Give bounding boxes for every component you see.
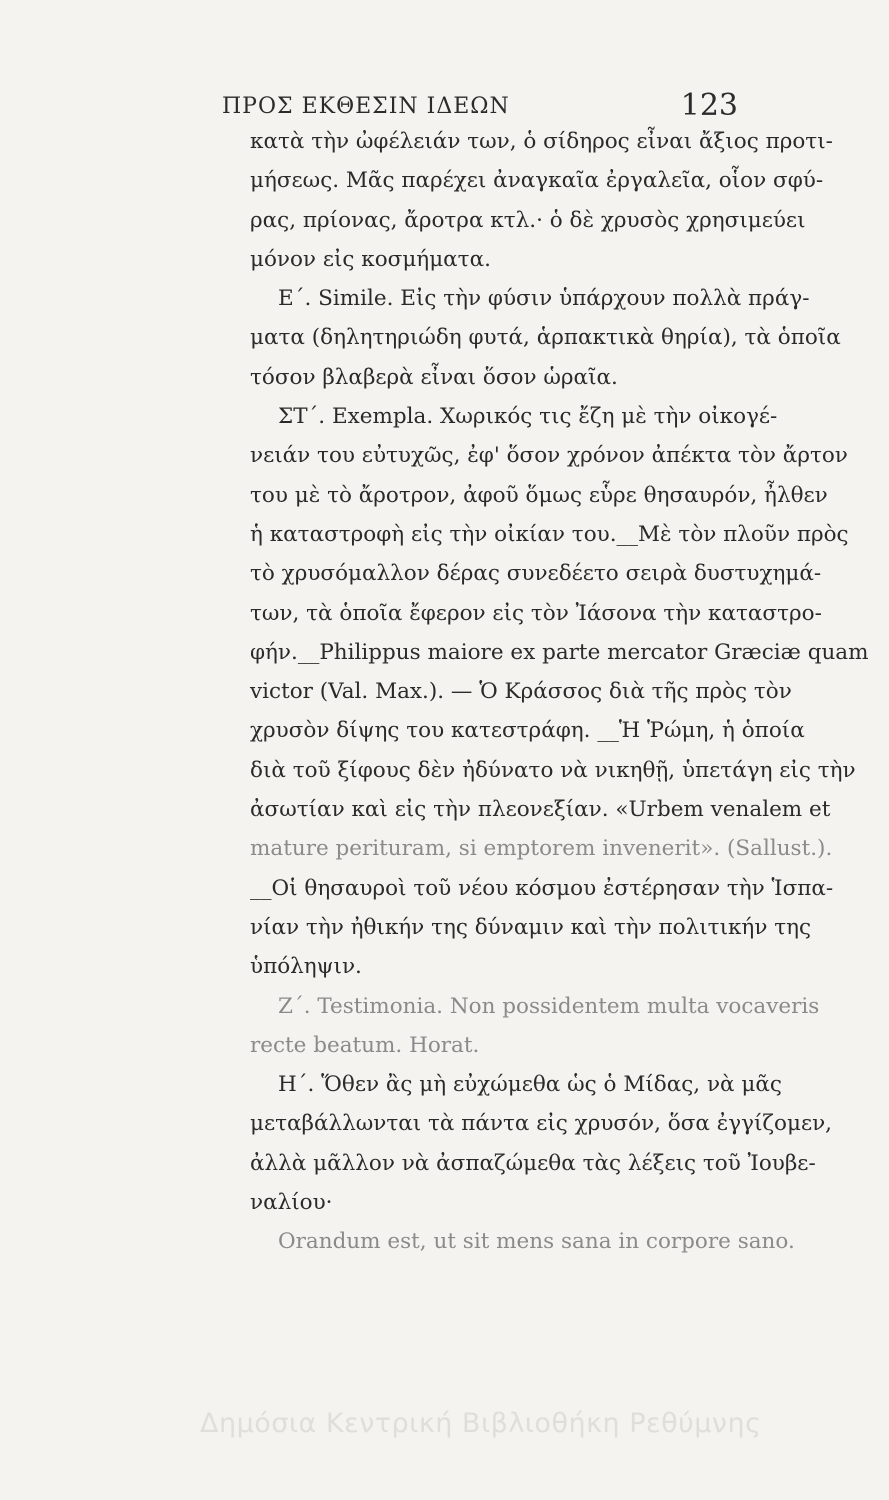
text-line: ὑπόληψιν. <box>250 954 362 980</box>
header-title: ΠΡΟΣ ΕΚΘΕΣΙΝ ΙΔΕΩΝ <box>222 94 510 119</box>
text-line: Orandum est, ut sit mens sana in corpore sano. <box>278 1229 795 1255</box>
text-line: __Οἱ θησαυροὶ τοῦ νέου κόσμου ἐστέρησαν τὴν Ἱσπα- <box>250 875 834 901</box>
text-line: ἀλλὰ μᾶλλον νὰ ἀσπαζώμεθα τὰς λέξεις τοῦ Ἰουβε- <box>250 1150 816 1176</box>
text-line: των, τὰ ὁποῖα ἔφερον εἰς τὸν Ἰάσονα τὴν καταστρο- <box>250 600 822 626</box>
text-line: του μὲ τὸ ἄροτρον, ἀφοῦ ὅμως εὗρε θησαυρόν, ἦλθεν <box>250 482 828 508</box>
text-line: ἡ καταστροφὴ εἰς τὴν οἰκίαν του.__Μὲ τὸν πλοῦν πρὸς <box>250 521 849 547</box>
text-line: φήν.__Philippus maiore ex parte mercator Græciæ quam <box>250 639 869 665</box>
text-line: ἀσωτίαν καὶ εἰς τὴν πλεονεξίαν. «Urbem venalem et <box>250 797 831 823</box>
text-line: ΣΤ΄. Exempla. Χωρικός τις ἔζη μὲ τὴν οἰκογέ- <box>278 404 778 430</box>
text-line: νειάν του εὐτυχῶς, ἐφ' ὅσον χρόνον ἀπέκτα τὸν ἄρτον <box>250 443 848 469</box>
text-line: Ε΄. Simile. Εἰς τὴν φύσιν ὑπάρχουν πολλὰ πράγ- <box>278 286 810 312</box>
text-line: Ζ΄. Testimonia. Non possidentem multa vocaveris <box>278 993 820 1019</box>
text-line: ματα (δηλητηριώδη φυτά, ἁρπακτικὰ θηρία), τὰ ὁποῖα <box>250 325 841 351</box>
text-line: κατὰ τὴν ὠφέλειάν των, ὁ σίδηρος εἶναι ἄξιος προτι- <box>250 129 833 154</box>
text-line: νίαν τὴν ἠθικήν της δύναμιν καὶ τὴν πολιτικήν της <box>250 914 812 940</box>
text-line: τὸ χρυσόμαλλον δέρας συνεδέετο σειρὰ δυστυχημά- <box>250 561 822 587</box>
text-line: μεταβάλλωνται τὰ πάντα εἰς χρυσόν, ὅσα ἐγγίζομεν, <box>250 1111 833 1137</box>
text-line: τόσον βλαβερὰ εἶναι ὅσον ὡραῖα. <box>250 364 618 390</box>
text-line: διὰ τοῦ ξίφους δὲν ἠδύνατο νὰ νικηθῇ, ὑπετάγη εἰς τὴν <box>250 757 856 783</box>
text-line: mature perituram, si emptorem invenerit». (Sallust.). <box>250 836 833 862</box>
text-line: ναλίου· <box>250 1190 333 1216</box>
text-line: χρυσὸν δίψης του κατεστράφη. __Ἡ Ῥώμη, ἡ ὁποία <box>250 718 805 744</box>
text-line: μόνον εἰς κοσμήματα. <box>250 246 491 272</box>
text-line: ρας, πρίονας, ἄροτρα κτλ.· ὁ δὲ χρυσὸς χρησιμεύει <box>250 207 806 233</box>
text-line: μήσεως. Μᾶς παρέχει ἀναγκαῖα ἐργαλεῖα, οἷον σφύ- <box>250 168 824 194</box>
body-text <box>250 122 869 1262</box>
text-line: victor (Val. Max.). — Ὁ Κράσσος διὰ τῆς πρὸς τὸν <box>250 679 792 705</box>
page-number: 123 <box>680 88 738 123</box>
text-line: recte beatum. Horat. <box>250 1032 480 1058</box>
text-line: Η΄. Ὅθεν ἂς μὴ εὐχώμεθα ὡς ὁ Μίδας, νὰ μᾶς <box>278 1072 782 1098</box>
library-watermark: Δημόσια Κεντρική Βιβλιοθήκη Ρεθύμνης <box>200 1408 762 1439</box>
